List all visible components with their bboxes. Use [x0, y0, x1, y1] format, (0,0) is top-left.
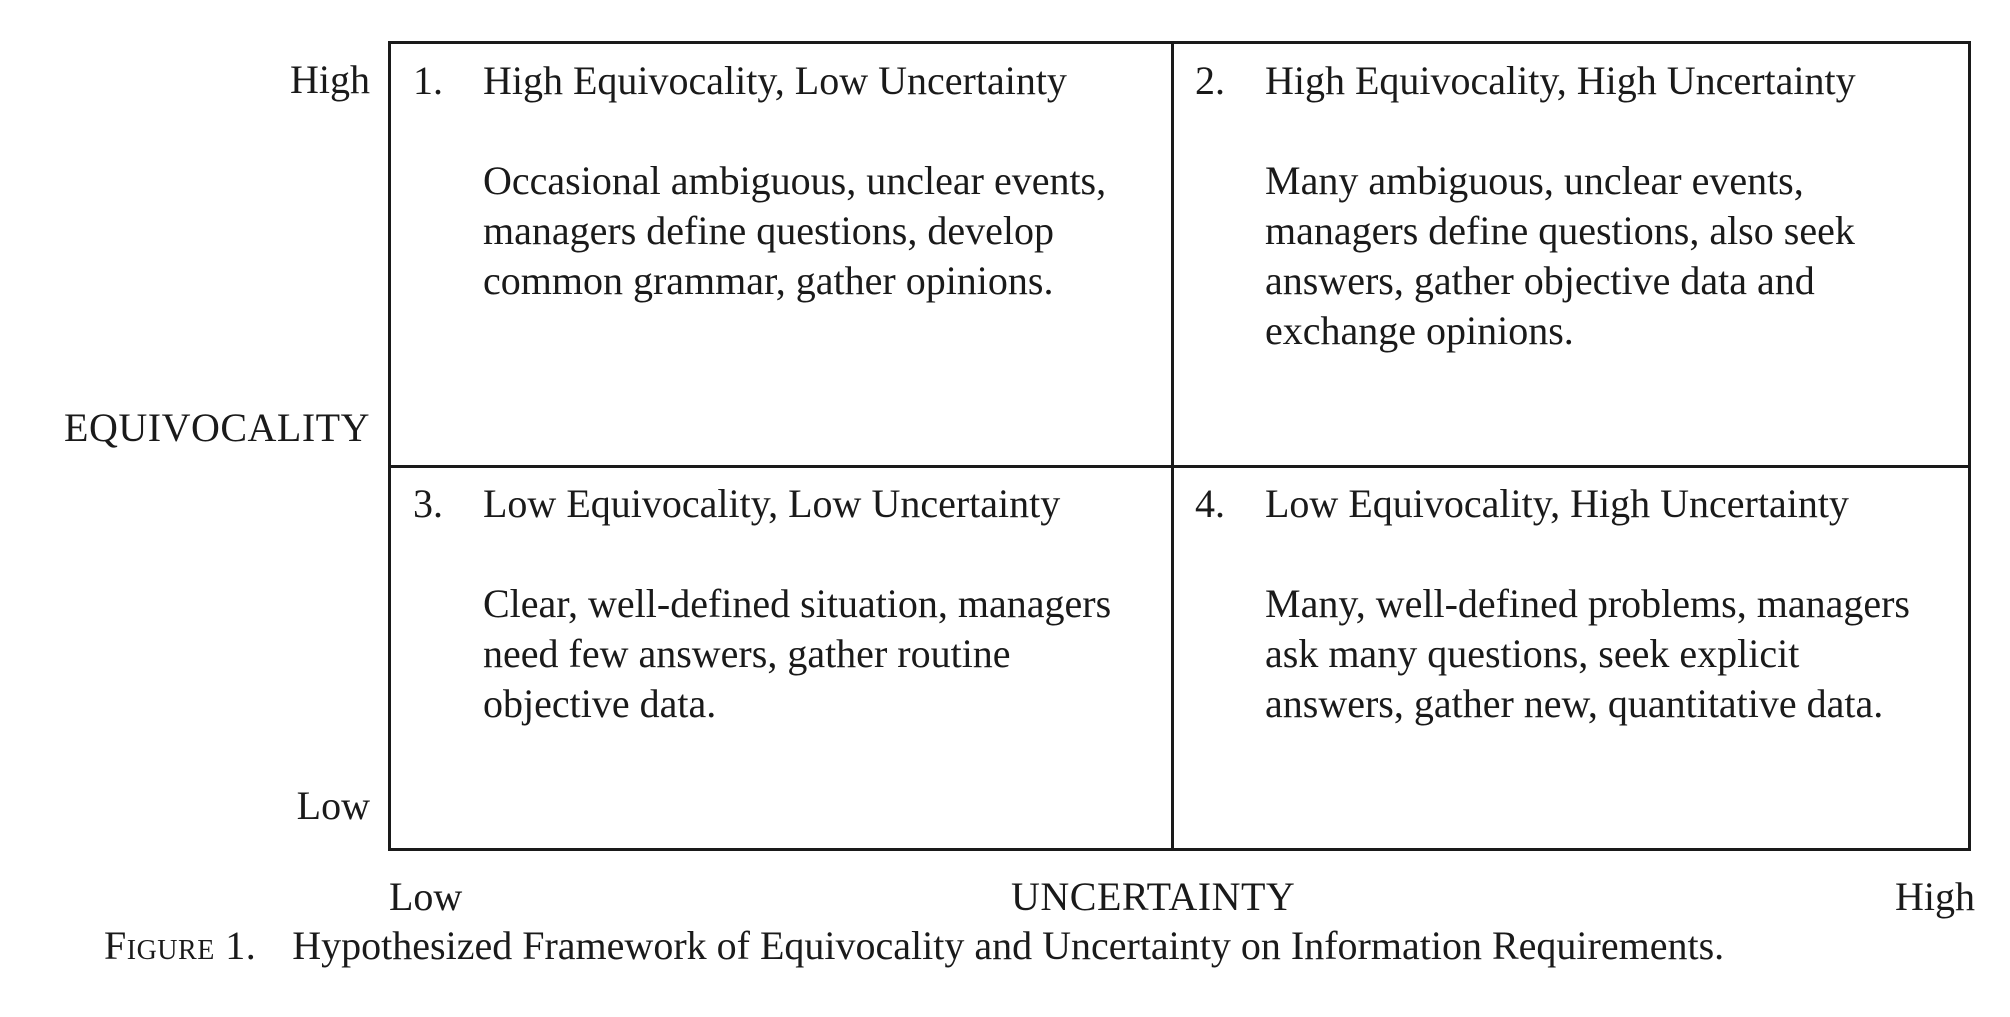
x-axis-low-label: Low	[389, 874, 463, 919]
horizontal-divider	[391, 465, 1968, 468]
figure-caption-text: Hypothesized Framework of Equivocality and Uncertainty on Information Requirements.	[292, 923, 1725, 968]
quadrant-2	[1195, 56, 1955, 456]
quadrant-3	[413, 479, 1153, 829]
quadrant-4	[1195, 479, 1955, 829]
quadrant-2-description: Many ambiguous, unclear events, managers define questions, also seek answers, gather objective data and exchange opinions.	[1265, 158, 1855, 353]
quadrant-1	[413, 56, 1153, 456]
quadrant-3-title: Low Equivocality, Low Uncertainty	[483, 481, 1061, 526]
x-axis-title: UNCERTAINTY	[1011, 874, 1296, 919]
quadrant-1-description: Occasional ambiguous, unclear events, managers define questions, develop common grammar, gather opinions.	[483, 158, 1107, 303]
quadrant-4-title: Low Equivocality, High Uncertainty	[1265, 481, 1849, 526]
quadrant-4-number: 4.	[1195, 481, 1225, 526]
vertical-divider	[1171, 44, 1174, 848]
quadrant-4-description: Many, well-defined problems, managers ask many questions, seek explicit answers, gather new, quantitative data.	[1265, 581, 1910, 726]
quadrant-1-title: High Equivocality, Low Uncertainty	[483, 58, 1067, 103]
quadrant-3-number: 3.	[413, 481, 443, 526]
quadrant-1-number: 1.	[413, 58, 443, 103]
y-axis-low-label: Low	[296, 783, 370, 828]
figure-label: Figure 1.	[104, 923, 257, 968]
figure-caption	[104, 923, 1725, 968]
y-axis-title: EQUIVOCALITY	[64, 405, 370, 450]
y-axis-high-label: High	[290, 57, 370, 102]
quadrant-2-title: High Equivocality, High Uncertainty	[1265, 58, 1856, 103]
x-axis-high-label: High	[1895, 874, 1975, 919]
quadrant-2-number: 2.	[1195, 58, 1225, 103]
quadrant-grid	[388, 41, 1971, 851]
quadrant-3-description: Clear, well-defined situation, managers need few answers, gather routine objective data.	[483, 581, 1112, 726]
